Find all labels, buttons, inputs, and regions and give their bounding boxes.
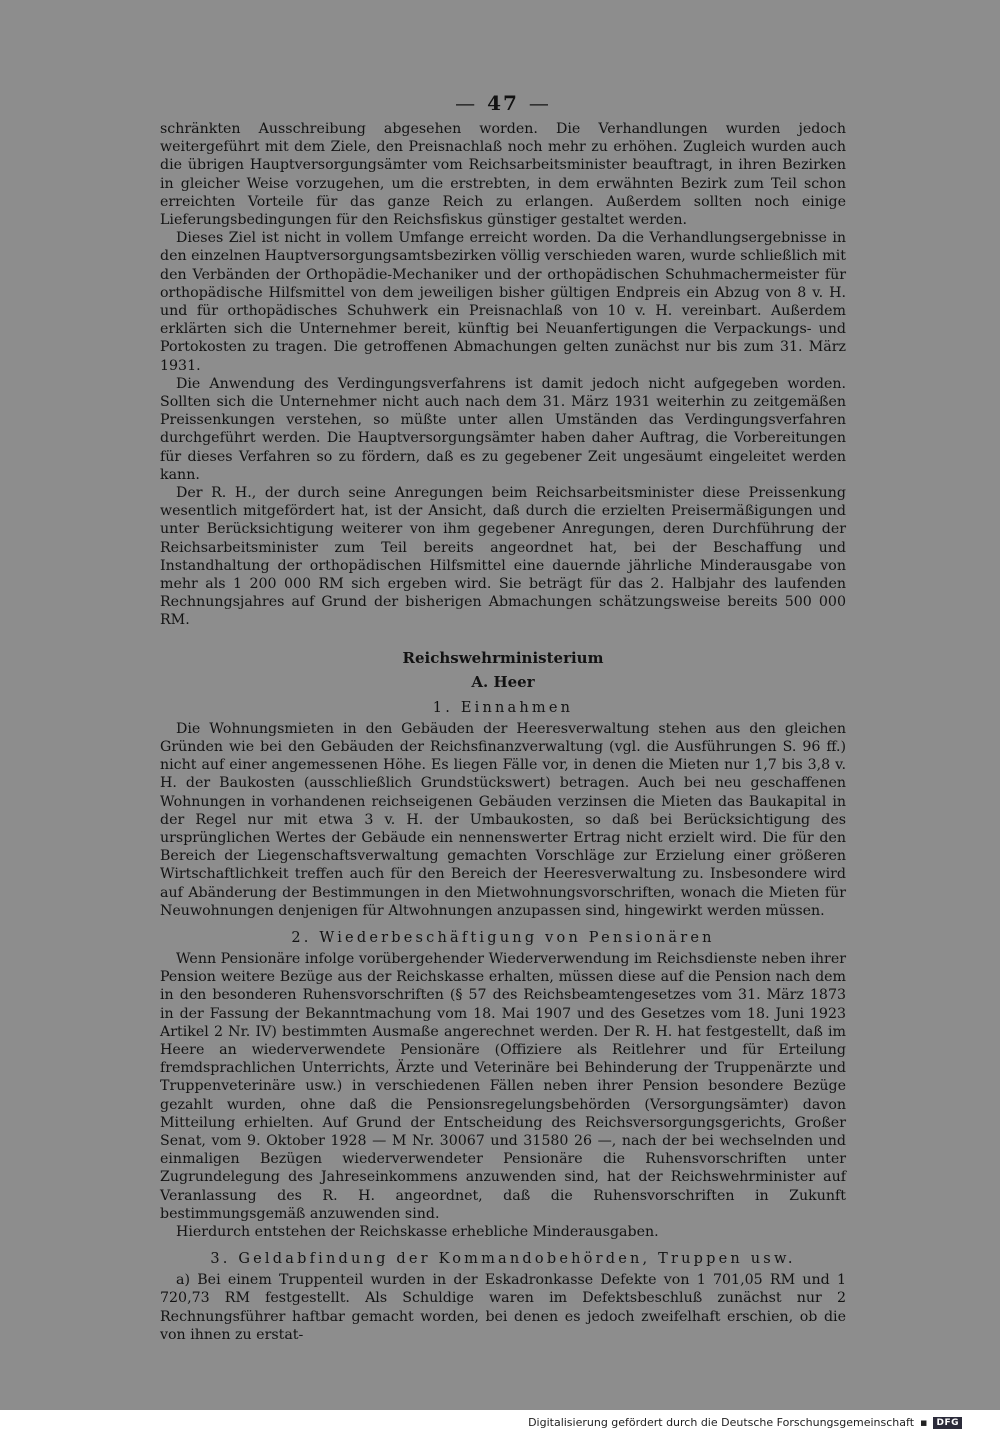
- section-2-paragraph-1: Wenn Pensionäre infolge vorübergehender Wiederverwendung im Reichsdienste neben ihrer Pension weitere Bezüge aus der Reichskasse erhalten, müssen diese auf die Pension nach dem in den besonderen Ruhensvorschriften (§ 57 des Reichsbeamtengesetzes vom 31. März 1873 in der Fassung der Bekanntmachung vom 18. Mai 1907 und des Gesetzes vom 18. Juni 1923 Artikel 2 Nr. IV) bestimmten Ausmaße angerechnet werden. Der R. H. hat festgestellt, daß im Heere an wiederverwendete Pensionäre (Offiziere als Reitlehrer und für Erteilung fremdsprachlichen Unterrichts, Ärzte und Veterinäre bei Behinderung der Truppenärzte und Truppenveterinäre usw.) in verschiedenen Fällen neben ihrer Pension besondere Bezüge gezahlt wurden, ohne daß die Pensionsregelungsbehörden (Versorgungsämter) davon Mitteilung erhielten. Auf Grund der Entscheidung des Reichsversorgungsgerichts, Großer Senat, vom 9. Oktober 1928 — M Nr. 30067 und 31580 26 —, nach der bei wechselnden und einmaligen Bezügen wiederverwendeter Pensionäre die Ruhensvorschriften unter Zugrundelegung des Jahreseinkommens anzuwenden sind, hat der Reichswehrminister auf Veranlassung des R. H. angeordnet, daß die Ruhensvorschriften in Zukunft bestimmungsgemäß anzuwenden sind.: [160, 950, 846, 1222]
- paragraph-intro-3: Die Anwendung des Verdingungsverfahrens ist damit jedoch nicht aufgegeben worden. Sollten sich die Unternehmer nicht auch nach dem 31. März 1931 weiterhin zu zeitgemäßen Preissenkungen verstehen, so müßte unter allen Umständen das Verdingungsverfahren durchgeführt werden. Die Hauptversorgungsämter haben daher Auftrag, die Vorbereitungen für dieses Verfahren so zu fördern, daß es zu gegebener Zeit ungesäumt eingeleitet werden kann.: [160, 375, 846, 483]
- ministry-title: Reichswehrministerium: [402, 648, 604, 667]
- section-3-heading: 3. Geldabfindung der Kommandobehörden, Truppen usw.: [210, 1251, 796, 1268]
- dfg-logo-badge: DFG: [933, 1417, 962, 1429]
- section-1-heading: 1. Einnahmen: [432, 699, 574, 716]
- section-1-paragraph: Die Wohnungsmieten in den Gebäuden der Heeresverwaltung stehen aus den gleichen Gründen wie bei den Gebäuden der Reichsfinanzverwaltung (vgl. die Ausführungen S. 96 ff.) nicht auf einer angemessenen Höhe. Es liegen Fälle vor, in denen die Mieten nur 1,7 bis 3,8 v. H. der Baukosten (ausschließlich Grundstückswert) betragen. Auch bei neu geschaffenen Wohnungen in vorhandenen reichseigenen Gebäuden verzinsen die Mieten das Baukapital in der Regel nur mit etwa 3 v. H. der Umbaukosten, so daß bei Berücksichtigung des ursprünglichen Wertes der Gebäude ein nennenswerter Ertrag nicht erzielt wird. Die für den Bereich der Liegenschaftsverwaltung gemachten Vorschläge zur Erzielung einer größeren Wirtschaftlichkeit treffen auch für den Bereich der Heeresverwaltung zu. Insbesondere wird auf Abänderung der Bestimmungen in den Mietwohnungsvorschriften, wonach die Mieten für Neuwohnungen denjenigen für Altwohnungen anzupassen sind, hingewirkt werden müssen.: [160, 720, 846, 919]
- section-3-paragraph-1: a) Bei einem Truppenteil wurden in der Eskadronkasse Defekte von 1 701,05 RM und 1 720,73 RM festgestellt. Als Schuldige waren im Defektsbeschluß zunächst nur 2 Rechnungsführer haftbar gemacht worden, bei denen es jedoch zweifelhaft erschien, ob die von ihnen zu erstat-: [160, 1272, 846, 1343]
- dfg-logo: ▪: [920, 1416, 928, 1429]
- digitization-footer: [528, 1416, 962, 1429]
- page-number: 47: [487, 91, 519, 115]
- paragraph-intro-1: schränkten Ausschreibung abgesehen worden. Die Verhandlungen wurden jedoch weitergeführt mit dem Ziele, den Preisnachlaß noch mehr zu erhöhen. Zugleich wurden auch die übrigen Hauptversorgungsämter vom Reichsarbeitsminister beauftragt, in ihren Bezirken in gleicher Weise vorzugehen, um die erstrebten, in dem erwähnten Bezirk zum Teil schon erreichten Vorteile für das ganze Reich zu erlangen. Außerdem sollten noch einige Lieferungsbedingungen für den Reichsfiskus günstiger gestaltet werden.: [160, 121, 846, 229]
- dash-left: —: [455, 91, 478, 115]
- section-2-heading: 2. Wiederbeschäftigung von Pensionären: [291, 929, 715, 946]
- section-2-paragraph-2: Hierdurch entstehen der Reichskasse erhebliche Minderausgaben.: [176, 1223, 659, 1240]
- subsection-title: A. Heer: [471, 672, 535, 691]
- paragraph-intro-2: Dieses Ziel ist nicht in vollem Umfange erreicht worden. Da die Verhandlungsergebnisse in den einzelnen Hauptversorgungsamtsbezirken völlig verschieden waren, wurde schließlich mit den Verbänden der Orthopädie-Mechaniker und der orthopädischen Schuhmachermeister für orthopädische Hilfsmittel von dem jeweiligen bisher gültigen Endpreis ein Abzug von 8 v. H. und für orthopädisches Schuhwerk ein Preisnachlaß von 10 v. H. vereinbart. Außerdem erklärten sich die Unternehmer bereit, künftig bei Neuanfertigungen die Verpackungs- und Portokosten zu tragen. Die getroffenen Abmachungen gelten zunächst nur bis zum 31. März 1931.: [160, 230, 846, 374]
- paragraph-intro-4: Der R. H., der durch seine Anregungen beim Reichsarbeitsminister diese Preissenkung wesentlich mitgefördert hat, ist der Ansicht, daß durch die erzielten Preisermäßigungen und unter Berücksichtigung weiterer von ihm gegebener Anregungen, deren Durchführung der Reichsarbeitsminister zum Teil bereits angeordnet hat, bei der Beschaffung und Instandhaltung der orthopädischen Hilfsmittel eine dauernde jährliche Minderausgabe von mehr als 1 200 000 RM sich ergeben wird. Sie beträgt für das 2. Halbjahr des laufenden Rechnungsjahres auf Grund der bisherigen Abmachungen schätzungsweise bereits 500 000 RM.: [160, 485, 846, 629]
- page-number-line: [160, 88, 846, 120]
- dash-right: —: [528, 91, 551, 115]
- footer-text: Digitalisierung gefördert durch die Deutsche Forschungsgemeinschaft: [528, 1416, 915, 1429]
- page-content: [160, 88, 846, 1344]
